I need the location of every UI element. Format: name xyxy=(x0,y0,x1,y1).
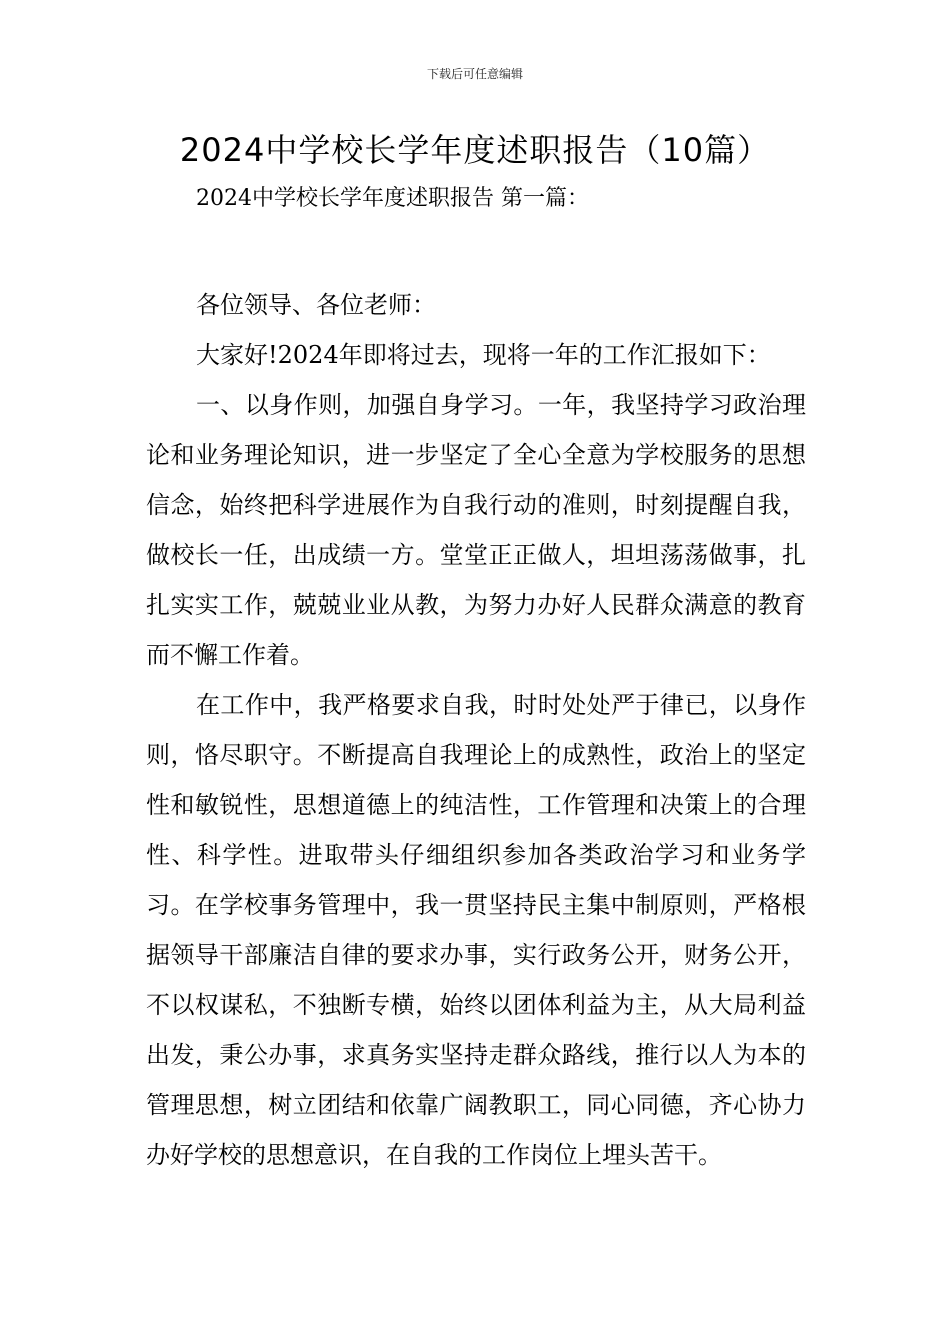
section-one-paragraph: 一、以身作则，加强自身学习。一年，我坚持学习政治理论和业务理论知识，进一步坚定了全心全意为学校服务的思想信念，始终把科学进展作为自我行动的准则，时刻提醒自我，做校长一任，出成绩一方。堂堂正正做人，坦坦荡荡做事，扎扎实实工作，兢兢业业从教，为努力办好人民群众满意的教育而不懈工作着。 xyxy=(146,391,806,669)
document-title: 2024中学校长学年度述职报告（10篇） xyxy=(179,131,771,169)
salutation-paragraph: 各位领导、各位老师： xyxy=(196,291,436,319)
document-subtitle: 2024中学校长学年度述职报告 第一篇： xyxy=(196,186,589,211)
document-body xyxy=(146,280,806,1180)
page-header-note: 下载后可任意编辑 xyxy=(426,67,523,81)
work-conduct-paragraph: 在工作中，我严格要求自我，时时处处严于律已，以身作则，恪尽职守。不断提高自我理论上的成熟性，政治上的坚定性和敏锐性，思想道德上的纯洁性，工作管理和决策上的合理性、科学性。进取带头仔细组织参加各类政治学习和业务学习。在学校事务管理中，我一贯坚持民主集中制原则，严格根据领导干部廉洁自律的要求办事，实行政务公开，财务公开，不以权谋私，不独断专横，始终以团体利益为主，从大局利益出发，秉公办事，求真务实坚持走群众路线，推行以人为本的管理思想，树立团结和依靠广阔教职工，同心同德，齐心协力办好学校的思想意识，在自我的工作岗位上埋头苦干。 xyxy=(146,691,806,1169)
greeting-paragraph: 大家好!2024年即将过去，现将一年的工作汇报如下： xyxy=(196,341,771,369)
